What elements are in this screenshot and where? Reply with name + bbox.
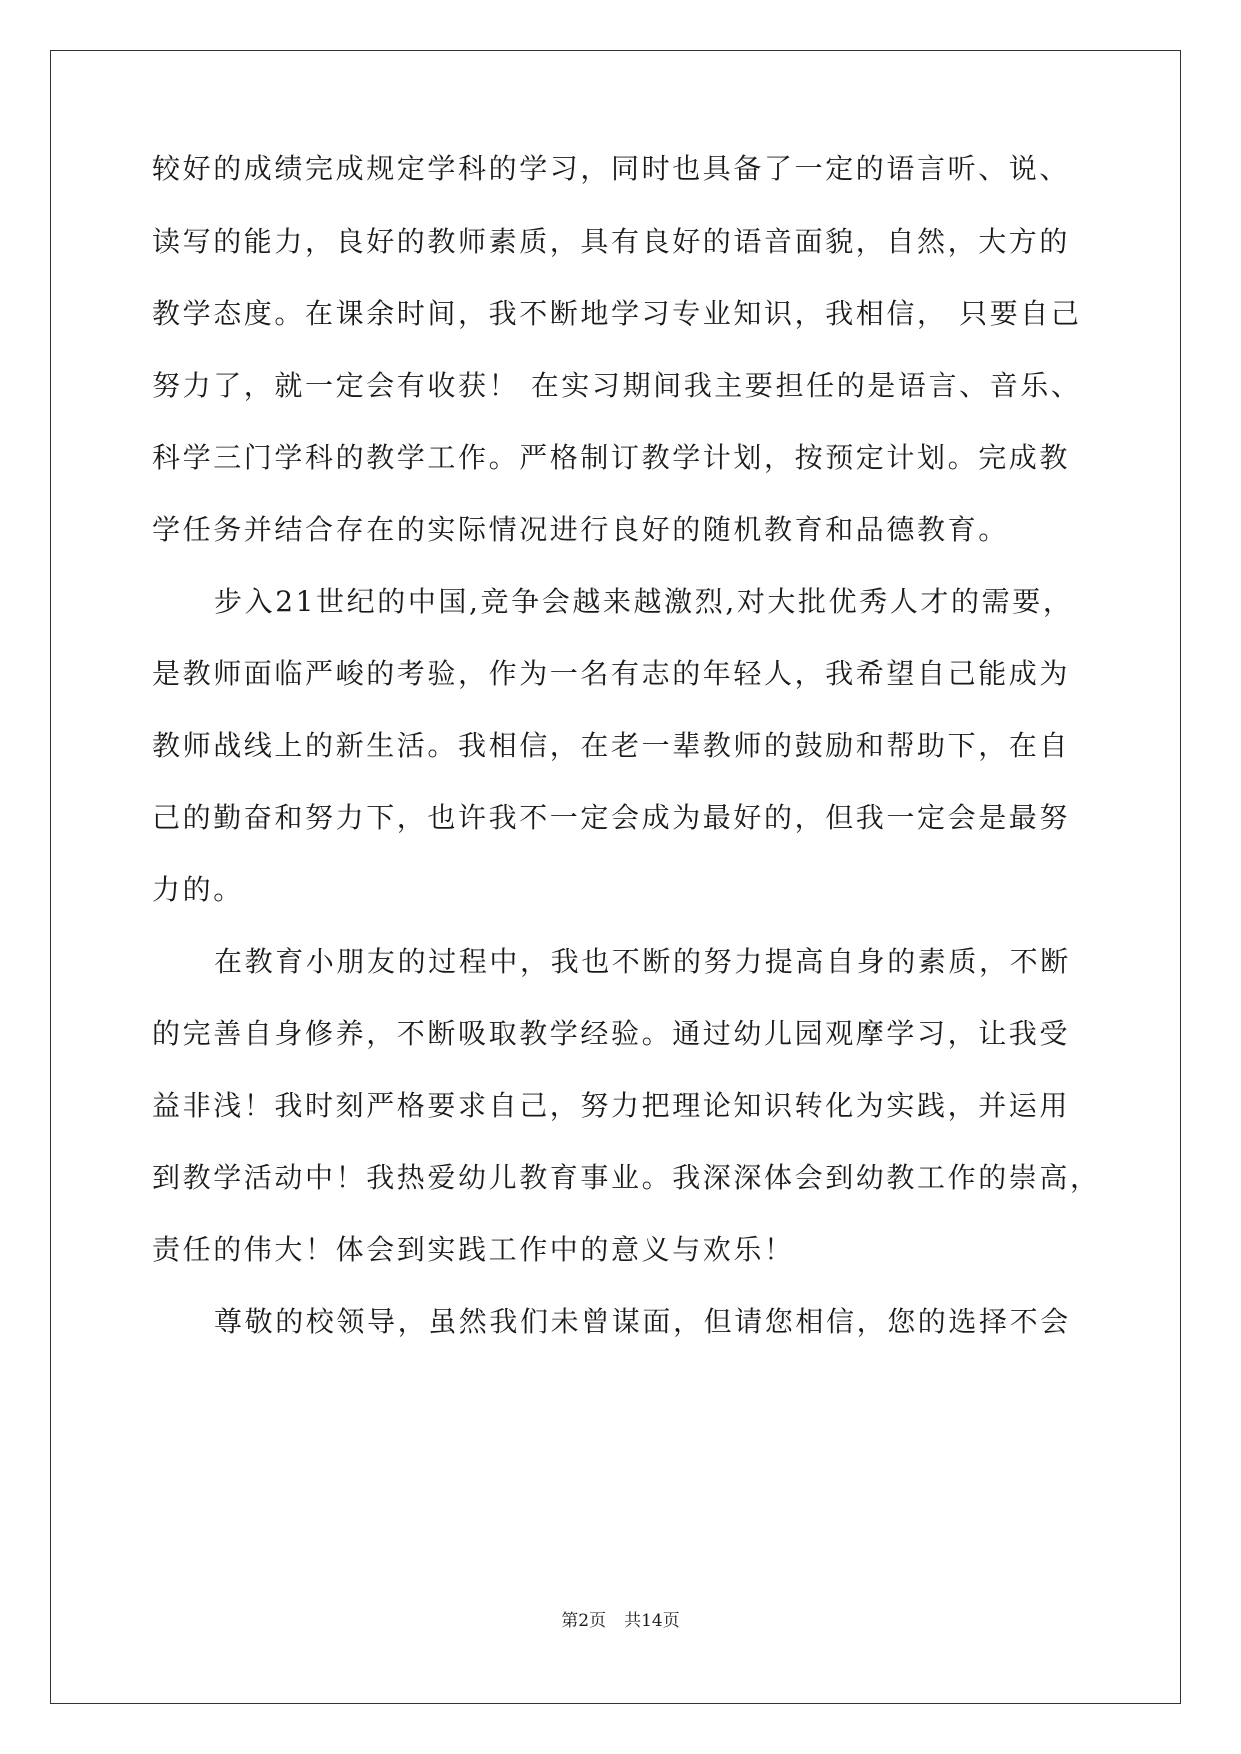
text-line: 力的。: [152, 873, 244, 906]
page-total: 共14页: [624, 1611, 680, 1631]
text-line: 是教师面临严峻的考验，作为一名有志的年轻人，我希望自己能成为: [152, 657, 1071, 690]
text-line: 读写的能力，良好的教师素质，具有良好的语音面貌，自然，大方的: [152, 225, 1071, 258]
text-line: 科学三门学科的教学工作。严格制订教学计划，按预定计划。完成教: [152, 441, 1071, 474]
text-line: 较好的成绩完成规定学科的学习，同时也具备了一定的语言听、说、: [152, 152, 1071, 185]
text-line: 益非浅！我时刻严格要求自己，努力把理论知识转化为实践，并运用: [152, 1089, 1071, 1122]
text-line: 己的勤奋和努力下，也许我不一定会成为最好的，但我一定会是最努: [152, 801, 1071, 834]
page-number: 第2页: [561, 1611, 607, 1631]
text-line: 的完善自身修养，不断吸取教学经验。通过幼儿园观摩学习，让我受: [152, 1017, 1071, 1050]
text-line: 努力了，就一定会有收获！ 在实习期间我主要担任的是语言、音乐、: [152, 369, 1082, 402]
text-line: 学任务并结合存在的实际情况进行良好的随机教育和品德教育。: [152, 513, 1009, 546]
text-line: 在教育小朋友的过程中，我也不断的努力提高自身的素质，不断: [214, 945, 1071, 978]
text-line: 责任的伟大！体会到实践工作中的意义与欢乐！: [152, 1233, 795, 1266]
text-line: 教师战线上的新生活。我相信，在老一辈教师的鼓励和帮助下，在自: [152, 729, 1071, 762]
text-line: 教学态度。在课余时间，我不断地学习专业知识，我相信， 只要自己: [152, 297, 1082, 330]
text-line: 步入21世纪的中国,竞争会越来越激烈,对大批优秀人才的需要，: [214, 585, 1074, 618]
text-line: 到教学活动中！我热爱幼儿教育事业。我深深体会到幼教工作的崇高，: [152, 1161, 1101, 1194]
text-line: 尊敬的校领导，虽然我们未曾谋面，但请您相信，您的选择不会: [214, 1305, 1071, 1338]
page-footer: [0, 1606, 1241, 1631]
